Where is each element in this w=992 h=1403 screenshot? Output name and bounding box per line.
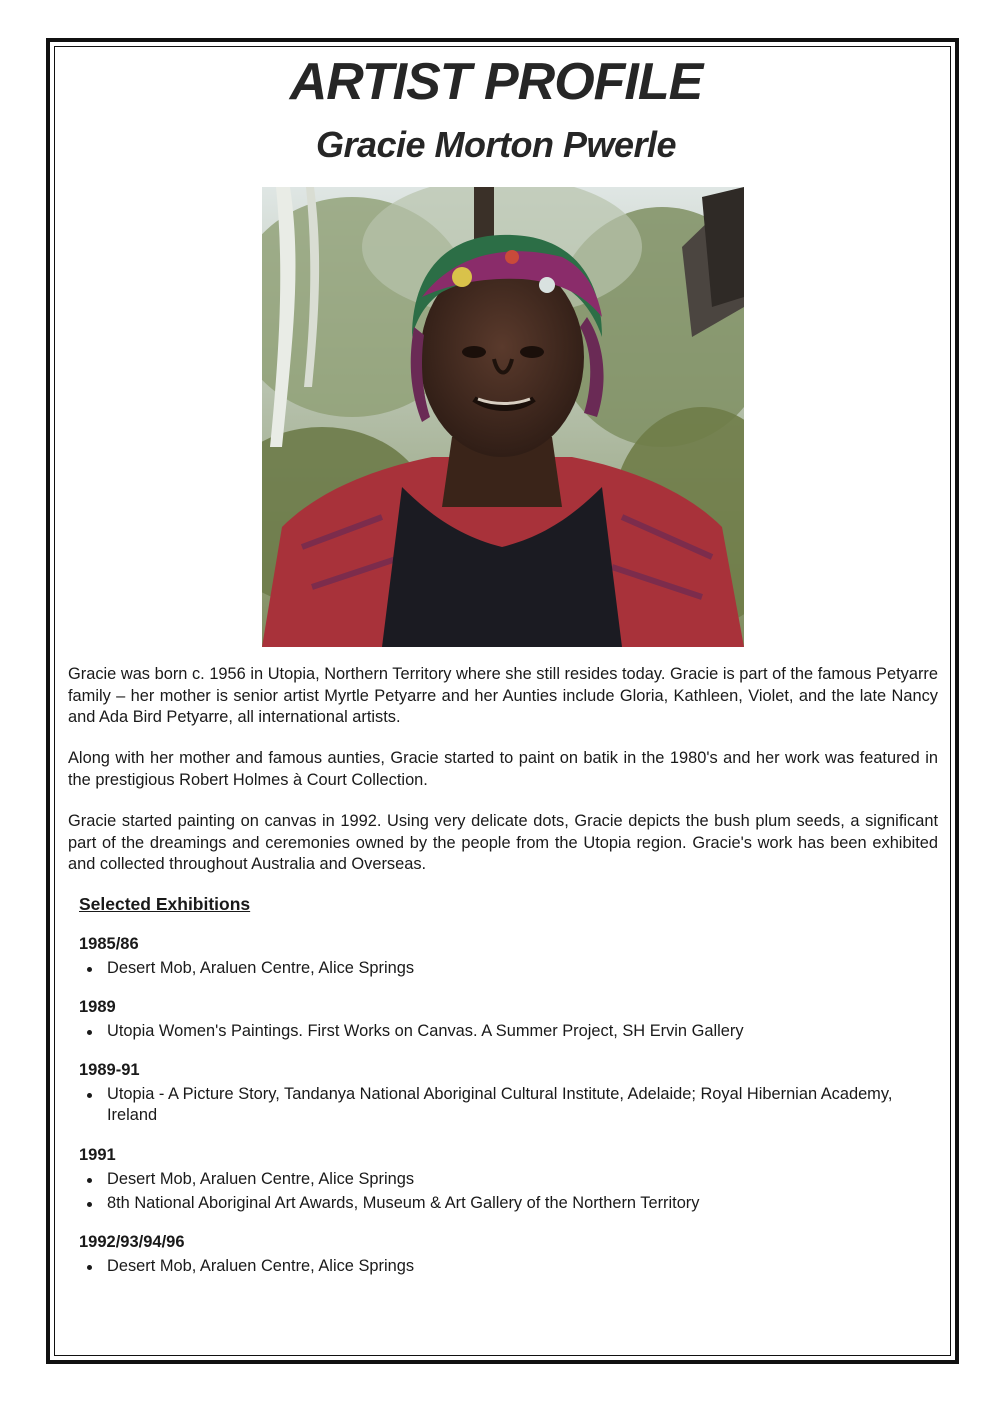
exhibition-list: [79, 1169, 929, 1214]
exhibition-list: [79, 1256, 929, 1277]
exhibition-item: Desert Mob, Araluen Centre, Alice Springs: [79, 1169, 929, 1190]
bio-paragraph: Along with her mother and famous aunties, Gracie started to paint on batik in the 1980's and her work was featured in the prestigious Robert Holmes à Court Collection.: [68, 749, 938, 789]
bio-paragraph: Gracie was born c. 1956 in Utopia, Northern Territory where she still resides today. Gracie is part of the famous Petyarre family – her mother is senior artist Myrtle Petyarre and her Aunties include Gloria, Kathleen, Violet, and the late Nancy and Ada Bird Petyarre, all international artists.: [68, 665, 938, 726]
exhibition-list: [79, 1021, 929, 1042]
exhibition-item: 8th National Aboriginal Art Awards, Museum & Art Gallery of the Northern Territory: [79, 1193, 929, 1214]
exhibition-year: 1989: [79, 998, 116, 1016]
page-title: ARTIST PROFILE: [289, 53, 703, 111]
exhibition-year: 1991: [79, 1146, 116, 1164]
artist-name: Gracie Morton Pwerle: [315, 124, 677, 165]
exhibition-item: Desert Mob, Araluen Centre, Alice Springs: [79, 1256, 929, 1277]
exhibition-group: [79, 1232, 929, 1280]
exhibition-year: 1985/86: [79, 935, 139, 953]
exhibition-group: [79, 1060, 929, 1129]
exhibition-list: [79, 958, 929, 979]
exhibition-group: [79, 997, 929, 1045]
exhibition-group: [79, 1145, 929, 1217]
exhibition-item: Desert Mob, Araluen Centre, Alice Springs: [79, 958, 929, 979]
exhibition-item: Utopia Women's Paintings. First Works on Canvas. A Summer Project, SH Ervin Gallery: [79, 1021, 929, 1042]
exhibition-group: [79, 934, 929, 982]
exhibition-year: 1989-91: [79, 1061, 140, 1079]
artist-photo: [262, 187, 744, 647]
exhibition-item: Utopia - A Picture Story, Tandanya National Aboriginal Cultural Institute, Adelaide; Royal Hibernian Academy, Ireland: [79, 1084, 929, 1126]
exhibition-list: [79, 1084, 929, 1126]
bio-paragraph: Gracie started painting on canvas in 1992. Using very delicate dots, Gracie depicts the bush plum seeds, a significant part of the dreamings and ceremonies owned by the people from the Utopia region. Gracie's work has been exhibited and collected throughout Australia and Overseas.: [68, 812, 938, 873]
exhibition-year: 1992/93/94/96: [79, 1233, 185, 1251]
section-title-exhibitions: Selected Exhibitions: [79, 894, 251, 914]
